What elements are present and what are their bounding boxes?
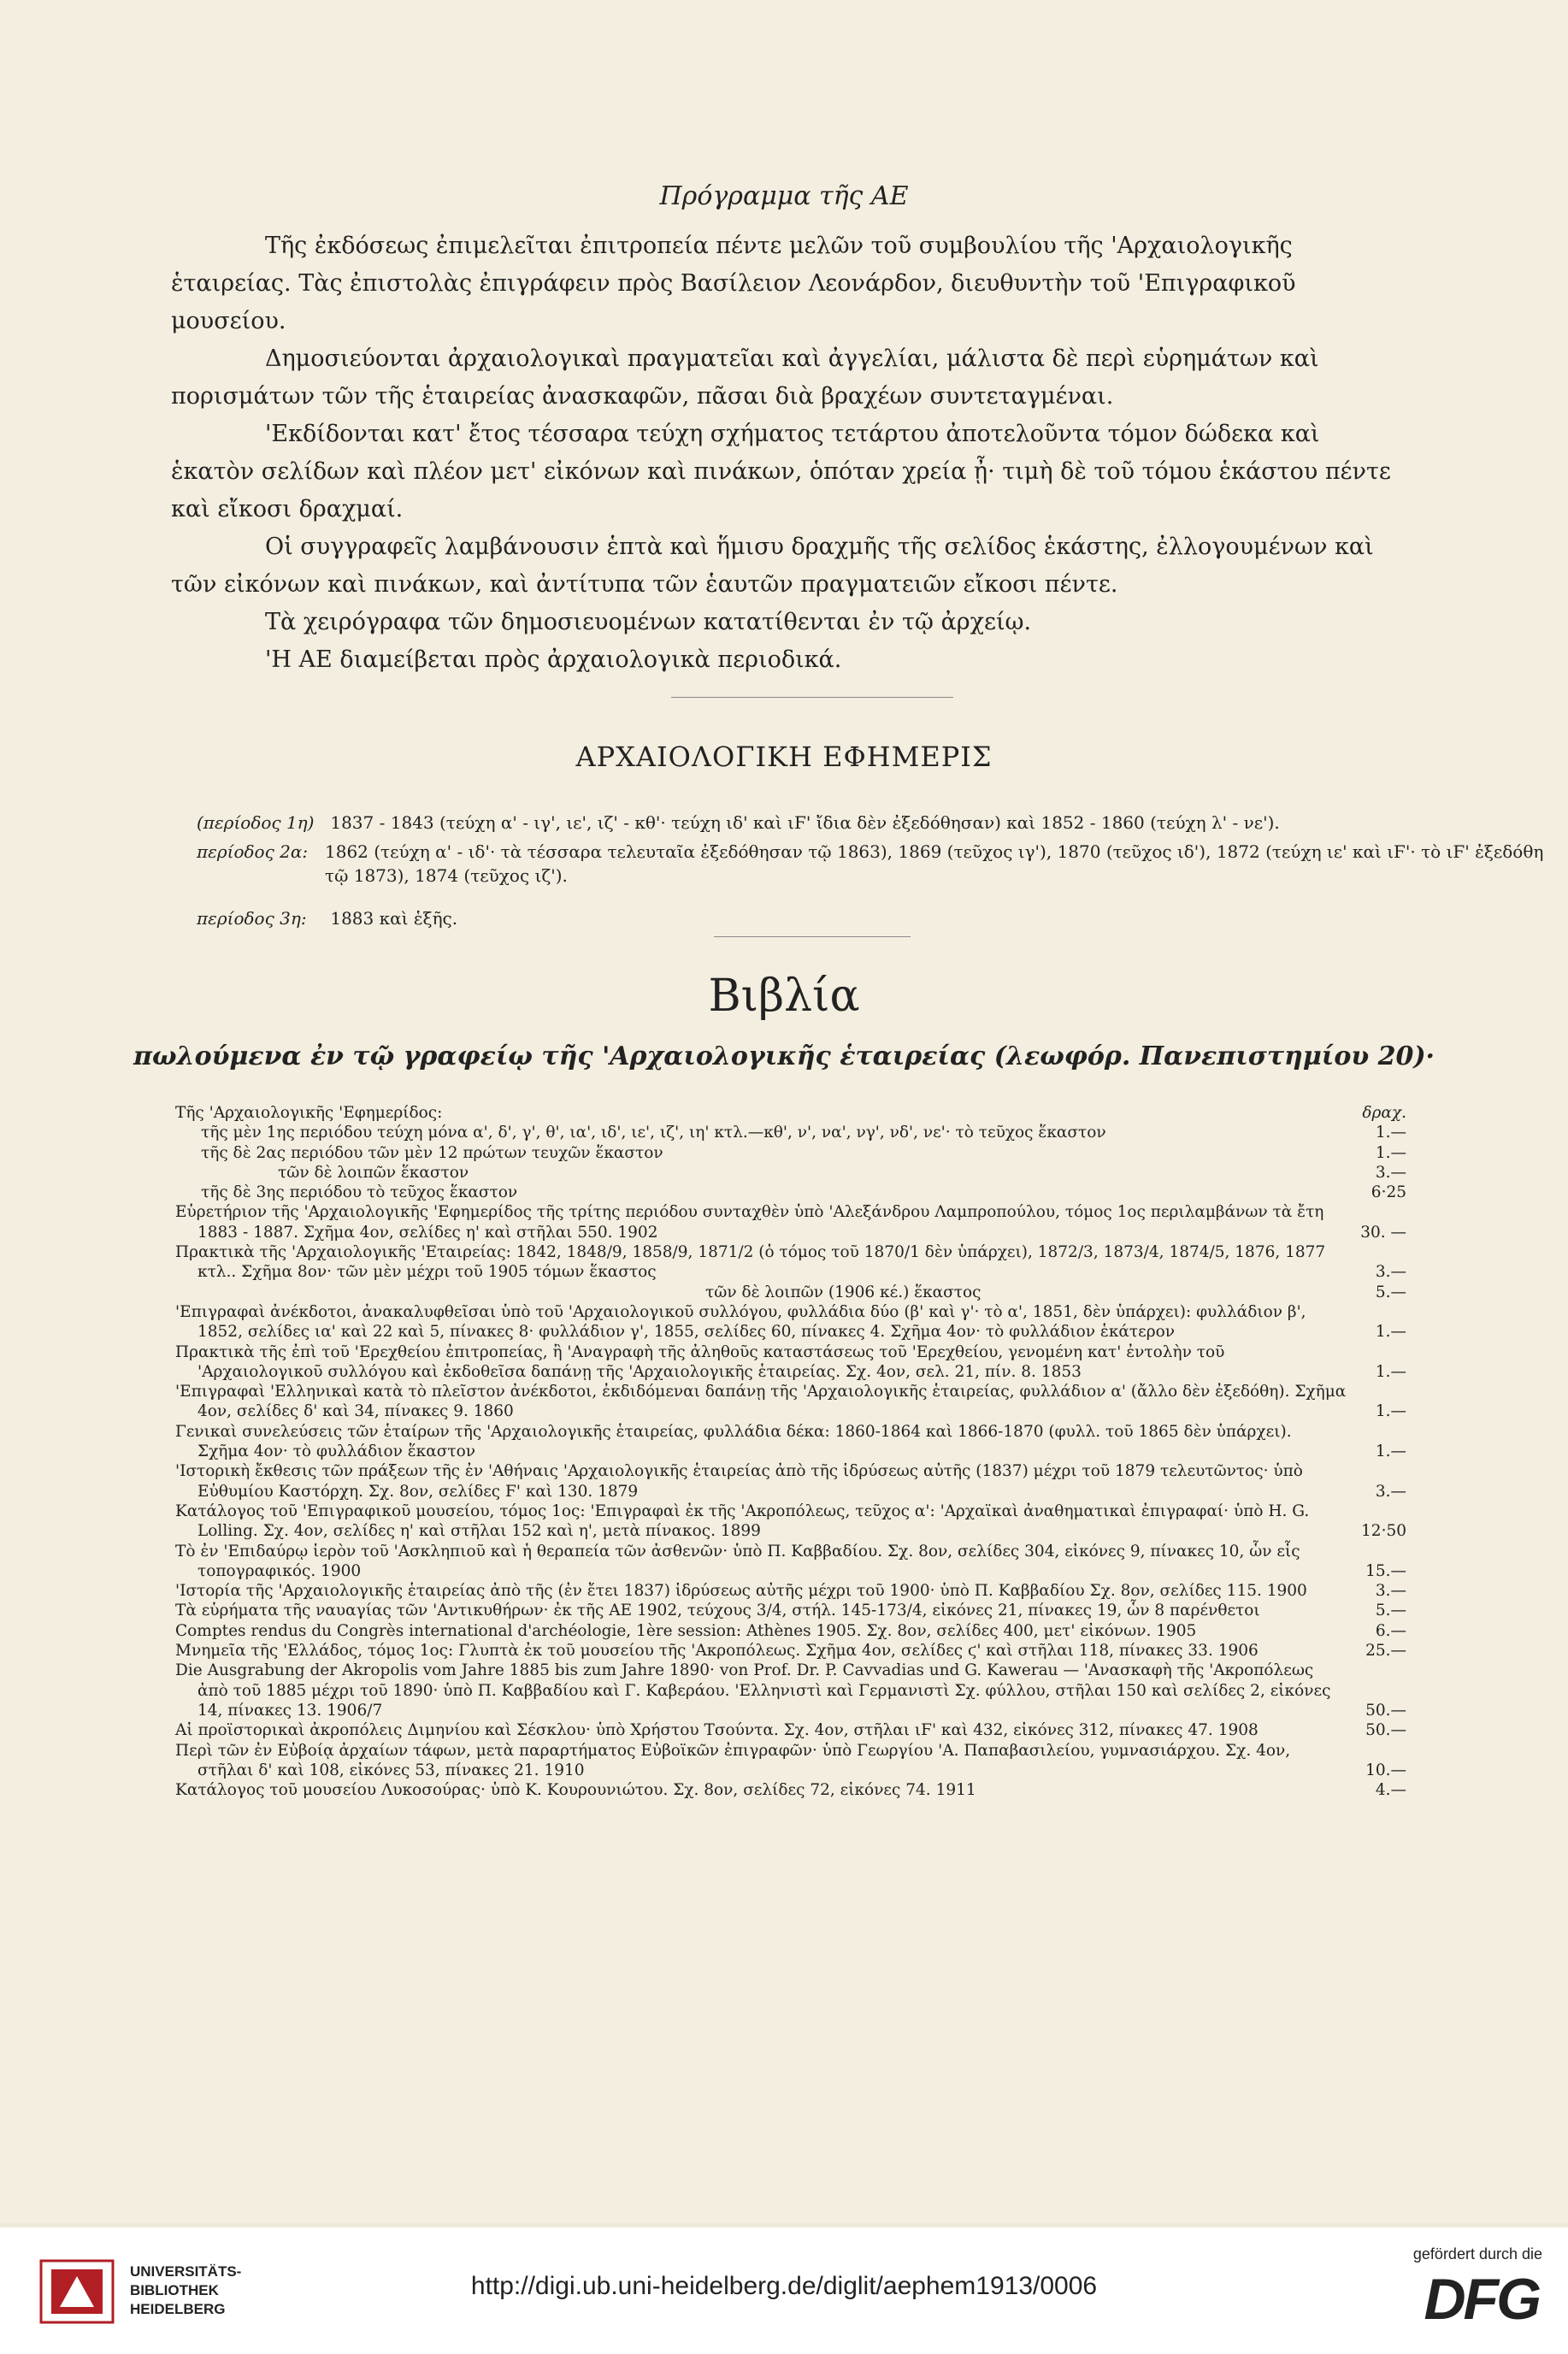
entry-price: 3.— <box>1375 1263 1406 1282</box>
program-paragraph: Τὰ χειρόγραφα τῶν δημοσιευομένων κατατίθενται ἐν τῷ ἀρχείῳ. <box>265 609 1032 635</box>
program-paragraph: Τῆς ἐκδόσεως ἐπιμελεῖται ἐπιτροπεία πέντε μελῶν τοῦ συμβουλίου τῆς 'Αρχαιολογικῆς ἑταιρείας. Τὰς ἐπιστολὰς ἐπιγράφειν πρὸς Βασίλειον Λεονάρδον, διευθυντὴν τοῦ 'Επιγραφικοῦ μουσείου. <box>171 233 1296 334</box>
source-link[interactable]: http://digi.ub.uni-heidelberg.de/diglit/aephem1913/0006 <box>470 2272 1098 2300</box>
catalogue-entry <box>175 1661 1406 1720</box>
catalogue-entry <box>175 1780 1406 1800</box>
entry-text: Die Ausgrabung der Akropolis vom Jahre 1885 bis zum Jahre 1890· von Prof. Dr. P. Cavvadias und G. Kawerau — 'Ανασκαφὴ τῆς 'Ακροπόλεως ἀπὸ τοῦ 1885 μέχρι τοῦ 1890· ὑπὸ Π. Καββαδίου καὶ Γ. Καβεράου. 'Ελληνιστὶ καὶ Γερμανιστὶ Σχ. φύλλου, στῆλαι 150 καὶ σελίδες 2, εἰκόνες 14, πίνακες 13. 1906/7 <box>175 1661 1331 1720</box>
entry-price: 1.— <box>1375 1143 1406 1162</box>
period-line <box>197 840 1556 888</box>
catalogue-entry <box>175 1720 1406 1740</box>
entry-text: 'Επιγραφαὶ 'Ελληνικαὶ κατὰ τὸ πλεῖστον ἀνέκδοτοι, ἐκδιδόμεναι δαπάνῃ τῆς 'Αρχαιολογικῆς ἑταιρείας, φυλλάδιον α' (ἄλλο δὲν ἐξεδόθη). Σχῆμα 4ον, σελίδες δ' καὶ 34, πίνακες 9. 1860 <box>175 1383 1347 1421</box>
program-text <box>171 227 1402 679</box>
period-label: περίοδος 2α: <box>197 841 309 862</box>
catalogue-entry <box>175 1202 1406 1242</box>
entry-price: 30. — <box>1360 1223 1406 1242</box>
entry-price: 12·50 <box>1361 1522 1406 1541</box>
period-text: 1837 - 1843 (τεύχη α' - ιγ', ιε', ιζ' - κθ'· τεύχη ιδ' καὶ ιϜ' ἴδια δὲν ἐξεδόθησαν) καὶ 1852 - 1860 (τεύχη λ' - νε'). <box>330 812 1280 833</box>
entry-price: 5.— <box>1375 1283 1406 1301</box>
entry-text: Πρακτικὰ τῆς ἐπὶ τοῦ 'Ερεχθείου ἐπιτροπείας, ἢ 'Αναγραφὴ τῆς ἀληθοῦς καταστάσεως τοῦ 'Ερεχθείου, γενομένη κατ' ἐντολὴν τοῦ 'Αρχαιολογικοῦ συλλόγου καὶ ἐκδοθεῖσα δαπάνῃ τῆς 'Αρχαιολογικῆς ἑταιρείας. Σχ. 4ον, σελ. 21, πίν. 8. 1853 <box>175 1342 1225 1381</box>
catalogue-entry <box>175 1163 1406 1183</box>
university-line: UNIVERSITÄTS- <box>130 2263 242 2280</box>
entry-price: 10.— <box>1365 1761 1406 1779</box>
funding-note: gefördert durch die <box>1412 2245 1542 2263</box>
entry-text: Εὑρετήριον τῆς 'Αρχαιολογικῆς 'Εφημερίδος τῆς τρίτης περιόδου συνταχθὲν ὑπὸ 'Αλεξάνδρου Λαμπροπούλου, τόμος 1ος περιλαμβάνων τὰ ἔτη 1883 - 1887. Σχῆμα 4ον, σελίδες η' καὶ στῆλαι 550. 1902 <box>175 1203 1324 1242</box>
entry-text: Περὶ τῶν ἐν Εὐβοίᾳ ἀρχαίων τάφων, μετὰ παραρτήματος Εὐβοϊκῶν ἐπιγραφῶν· ὑπὸ Γεωργίου 'Α. Παπαβασιλείου, γυμνασιάρχου. Σχ. 4ον, στῆλαι δ' καὶ 108, εἰκόνες 53, πίνακες 21. 1910 <box>175 1741 1291 1779</box>
catalogue-header <box>175 1103 1406 1123</box>
catalogue-entry <box>175 1601 1406 1620</box>
catalogue-entry <box>175 1621 1406 1641</box>
period-text: 1883 καὶ ἑξῆς. <box>330 908 458 929</box>
catalogue-entry <box>175 1542 1406 1582</box>
entry-text: Πρακτικὰ τῆς 'Αρχαιολογικῆς 'Εταιρείας: 1842, 1848/9, 1858/9, 1871/2 (ὁ τόμος τοῦ 1870/1 δὲν ὑπάρχει), 1872/3, 1873/4, 1874/5, 1876, 1877 κτλ.. Σχῆμα 8ον· τῶν μὲν μέχρι τοῦ 1905 τόμων ἕκαστος <box>175 1243 1326 1282</box>
catalogue-entry <box>175 1342 1406 1383</box>
entry-price: 25.— <box>1365 1642 1406 1661</box>
university-line: HEIDELBERG <box>130 2301 226 2317</box>
catalogue-entry <box>175 1461 1406 1501</box>
entry-price: 50.— <box>1365 1701 1406 1720</box>
entry-price: 1.— <box>1375 1323 1406 1342</box>
program-paragraph: Οἱ συγγραφεῖς λαμβάνουσιν ἑπτὰ καὶ ἥμισυ δραχμῆς τῆς σελίδος ἑκάστης, ἐλλογουμένων καὶ τῶν εἰκόνων καὶ πινάκων, καὶ ἀντίτυπα τῶν ἑαυτῶν πραγματειῶν εἴκοσι πέντε. <box>171 534 1374 598</box>
catalogue-entry <box>175 1143 1406 1163</box>
entry-text: 'Επιγραφαὶ ἀνέκδοτοι, ἀνακαλυφθεῖσαι ὑπὸ τοῦ 'Αρχαιολογικοῦ συλλόγου, φυλλάδια δύο (β' καὶ γ'· τὸ α', 1851, δὲν ὑπάρχει): φυλλάδιον β', 1852, σελίδες ια' καὶ 22 καὶ 5, πίνακες 8· φυλλάδιον γ', 1855, σελίδες 60, πίνακες 4. Σχῆμα 4ον· τὸ φυλλάδιον ἑκάτερον <box>175 1302 1306 1342</box>
program-paragraph: 'Η ΑΕ διαμείβεται πρὸς ἀρχαιολογικὰ περιοδικά. <box>265 646 842 673</box>
entry-text: Μνημεῖα τῆς 'Ελλάδος, τόμος 1ος: Γλυπτὰ ἐκ τοῦ μουσείου τῆς 'Ακροπόλεως. Σχῆμα 4ον, σελίδες ϛ' καὶ στῆλαι 118, πίνακες 33. 1906 <box>175 1642 1259 1661</box>
catalogue-entry <box>175 1422 1406 1462</box>
entry-text: Κατάλογος τοῦ 'Επιγραφικοῦ μουσείου, τόμος 1ος: 'Επιγραφαὶ ἐκ τῆς 'Ακροπόλεως, τεῦχος α': 'Αρχαϊκαὶ ἀναθηματικαὶ ἐπιγραφαί· ὑπὸ H. G. Lolling. Σχ. 4ον, σελίδες η' καὶ στῆλαι 152 καὶ η', μετὰ πίνακος. 1899 <box>175 1501 1310 1541</box>
entry-price: 3.— <box>1375 1163 1406 1182</box>
period-line <box>197 811 1428 835</box>
entry-text: Κατάλογος τοῦ μουσείου Λυκοσούρας· ὑπὸ Κ. Κουρουνιώτου. Σχ. 8ον, σελίδες 72, εἰκόνες 74. 1911 <box>175 1781 976 1800</box>
entry-text: Αἱ προϊστορικαὶ ἀκροπόλεις Διμηνίου καὶ Σέσκλου· ὑπὸ Χρήστου Τσούντα. Σχ. 4ον, στῆλαι ιϜ' καὶ 432, εἰκόνες 312, πίνακες 47. 1908 <box>175 1721 1259 1740</box>
program-paragraph: Δημοσιεύονται ἀρχαιολογικαὶ πραγματεῖαι καὶ ἀγγελίαι, μάλιστα δὲ περὶ εὑρημάτων καὶ πορισμάτων τῶν τῆς ἑταιρείας ἀνασκαφῶν, πᾶσαι διὰ βραχέων συντεταγμέναι. <box>171 345 1319 410</box>
entry-price: 5.— <box>1375 1602 1406 1620</box>
entry-price: 3.— <box>1375 1582 1406 1601</box>
entry-text: τῆς μὲν 1ης περιόδου τεύχη μόνα α', δ', γ', θ', ια', ιδ', ιε', ιζ', ιη' κτλ.—κθ', ν', να', νγ', νδ', νε'· τὸ τεῦχος ἕκαστον <box>201 1124 1106 1142</box>
entry-price: 15.— <box>1365 1561 1406 1580</box>
dfg-logo: DFG <box>1424 2267 1539 2332</box>
entry-text: τῆς δὲ 3ης περιόδου τὸ τεῦχος ἕκαστον <box>201 1183 518 1202</box>
divider <box>714 936 911 937</box>
catalogue-entry <box>175 1283 1406 1302</box>
catalogue-entry <box>175 1641 1406 1661</box>
entry-price: 1.— <box>1375 1362 1406 1381</box>
period-label: (περίοδος 1η) <box>197 812 315 833</box>
entry-price: 1.— <box>1375 1124 1406 1142</box>
entry-text: τῆς δὲ 2ας περιόδου τῶν μὲν 12 πρώτων τευχῶν ἕκαστον <box>201 1143 663 1162</box>
entry-text: 'Ιστορία τῆς 'Αρχαιολογικῆς ἑταιρείας ἀπὸ τῆς (ἐν ἔτει 1837) ἱδρύσεως αὐτῆς μέχρι τοῦ 1900· ὑπὸ Π. Καββαδίου Σχ. 8ον, σελίδες 115. 1900 <box>175 1582 1307 1601</box>
program-paragraph: 'Εκδίδονται κατ' ἔτος τέσσαρα τεύχη σχήματος τετάρτου ἀποτελοῦντα τόμον δώδεκα καὶ ἑκατὸν σελίδων καὶ πλέον μετ' εἰκόνων καὶ πινάκων, ὁπόταν χρεία ᾖ· τιμὴ δὲ τοῦ τόμου ἑκάστου πέντε καὶ εἴκοσι δραχμαί. <box>171 421 1391 522</box>
entry-price: 3.— <box>1375 1482 1406 1501</box>
catalogue-entry <box>175 1123 1406 1142</box>
period-line <box>197 906 1428 930</box>
university-line: BIBLIOTHEK <box>130 2282 219 2298</box>
entry-text: 'Ιστορικὴ ἔκθεσις τῶν πράξεων τῆς ἐν 'Αθήναις 'Αρχαιολογικῆς ἑταιρείας ἀπὸ τῆς ἱδρύσεως αὐτῆς (1837) μέχρι τοῦ 1879 τελευτῶντος· ὑπὸ Εὐθυμίου Καστόρχη. Σχ. 8ον, σελίδες Ϝ' καὶ 130. 1879 <box>175 1462 1303 1501</box>
program-title: Πρόγραμμα τῆς ΑΕ <box>659 181 909 211</box>
entry-text: Τὸ ἐν 'Επιδαύρῳ ἱερὸν τοῦ 'Ασκληπιοῦ καὶ ἡ θεραπεία τῶν ἀσθενῶν· ὑπὸ Π. Καββαδίου. Σχ. 8ον, σελίδες 304, εἰκόνες 9, πίνακες 10, ὧν εἷς τοπογραφικός. 1900 <box>175 1542 1300 1580</box>
entry-text: τῶν δὲ λοιπῶν (1906 κέ.) ἕκαστος <box>705 1283 981 1301</box>
catalogue-entry <box>175 1183 1406 1202</box>
entry-price: 4.— <box>1375 1781 1406 1800</box>
entry-text: Γενικαὶ συνελεύσεις τῶν ἑταίρων τῆς 'Αρχαιολογικῆς ἑταιρείας, φυλλάδια δέκα: 1860-1864 καὶ 1866-1870 (φυλλ. τοῦ 1865 δὲν ὑπάρχει). Σχῆμα 4ον· τὸ φυλλάδιον ἕκαστον <box>175 1422 1292 1461</box>
entry-text: τῶν δὲ λοιπῶν ἕκαστον <box>278 1163 469 1182</box>
entry-price: 6.— <box>1375 1621 1406 1640</box>
period-text: 1862 (τεύχη α' - ιδ'· τὰ τέσσαρα τελευταῖα ἐξεδόθησαν τῷ 1863), 1869 (τεῦχος ιγ'), 1870 (τεῦχος ιδ'), 1872 (τεύχη ιε' καὶ ιϜ'· τὸ ιϜ' ἐξεδόθη τῷ 1873), 1874 (τεῦχος ιζ'). <box>325 841 1544 886</box>
entry-price: 1.— <box>1375 1402 1406 1421</box>
entry-price: 50.— <box>1365 1721 1406 1740</box>
currency-label: δραχ. <box>1362 1104 1406 1122</box>
entry-text: Comptes rendus du Congrès international d'archéologie, 1ère session: Athènes 1905. Σχ. 8ον, σελίδες 400, μετ' εἰκόνων. 1905 <box>175 1621 1197 1640</box>
entry-text: Τὰ εὑρήματα τῆς ναυαγίας τῶν 'Αντικυθήρων· ἐκ τῆς ΑΕ 1902, τεύχους 3/4, στήλ. 145-173/4, εἰκόνες 21, πίνακες 19, ὧν 8 παρένθετοι <box>175 1602 1260 1620</box>
entry-price: 1.— <box>1375 1442 1406 1461</box>
books-title: Βιβλία <box>708 971 860 1022</box>
catalogue-entry <box>175 1302 1406 1342</box>
catalogue-entry <box>175 1581 1406 1601</box>
entry-price: 6·25 <box>1371 1183 1406 1202</box>
catalogue-entry <box>175 1501 1406 1542</box>
divider <box>671 697 953 698</box>
journal-title: ΑΡΧΑΙΟΛΟΓΙΚΗ ΕΦΗΜΕΡΙΣ <box>575 740 993 773</box>
period-label: περίοδος 3η: <box>197 908 307 929</box>
catalogue-entry <box>175 1242 1406 1283</box>
catalogue-entry <box>175 1741 1406 1781</box>
catalogue-entry <box>175 1382 1406 1422</box>
books-subtitle: πωλούμενα ἐν τῷ γραφείῳ τῆς 'Αρχαιολογικῆς ἑταιρείας (λεωφόρ. Πανεπιστημίου 20)· <box>133 1041 1435 1071</box>
book-catalogue <box>175 1103 1406 1800</box>
catalogue-intro: Τῆς 'Αρχαιολογικῆς 'Εφημερίδος: <box>175 1104 443 1122</box>
